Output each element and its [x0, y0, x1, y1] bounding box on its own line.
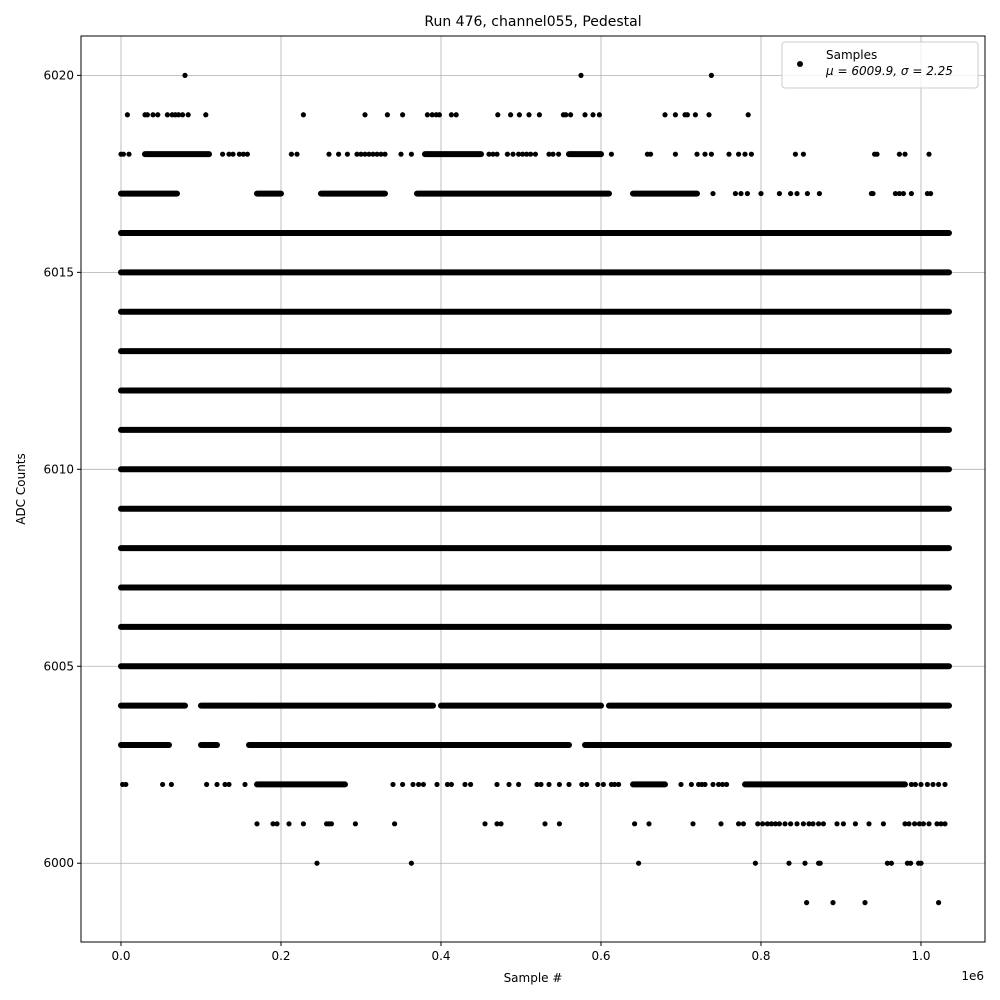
sample-point — [760, 821, 765, 826]
sample-point — [301, 112, 306, 117]
sample-point — [694, 152, 699, 157]
sample-point — [506, 782, 511, 787]
sample-point — [925, 782, 930, 787]
sample-point — [794, 821, 799, 826]
sample-point — [777, 191, 782, 196]
sample-point — [802, 861, 807, 866]
sample-point — [794, 191, 799, 196]
sample-point — [245, 152, 250, 157]
sample-point — [449, 112, 454, 117]
sample-point — [673, 112, 678, 117]
sample-point — [557, 821, 562, 826]
sample-point — [125, 112, 130, 117]
sample-point — [203, 112, 208, 117]
sample-point — [648, 152, 653, 157]
sample-point — [516, 782, 521, 787]
sample-point — [400, 782, 405, 787]
x-tick-label: 1.0 — [911, 949, 931, 963]
sample-point — [563, 112, 568, 117]
sample-point — [385, 112, 390, 117]
sample-point — [788, 191, 793, 196]
sample-point — [437, 112, 442, 117]
sample-point — [741, 821, 746, 826]
sample-point — [392, 821, 397, 826]
sample-point — [830, 900, 835, 905]
sample-point — [942, 821, 947, 826]
sample-point — [462, 782, 467, 787]
sample-point — [582, 112, 587, 117]
sample-point — [816, 821, 821, 826]
sample-point — [301, 821, 306, 826]
sample-point — [400, 112, 405, 117]
sample-point — [689, 782, 694, 787]
sample-point — [526, 112, 531, 117]
sample-point — [921, 821, 926, 826]
sample-point — [646, 821, 651, 826]
sample-point — [528, 152, 533, 157]
sample-point — [533, 152, 538, 157]
sample-point — [801, 152, 806, 157]
sample-point — [758, 191, 763, 196]
x-tick-label: 0.6 — [591, 949, 611, 963]
sample-point — [390, 782, 395, 787]
x-tick-label: 0.0 — [111, 949, 131, 963]
sample-point — [362, 112, 367, 117]
sample-point — [186, 112, 191, 117]
sample-point — [930, 782, 935, 787]
x-tick-label: 0.8 — [751, 949, 771, 963]
sample-point — [409, 861, 414, 866]
sample-point — [801, 821, 806, 826]
sample-point — [709, 152, 714, 157]
sample-point — [726, 152, 731, 157]
sample-point — [578, 73, 583, 78]
sample-point — [718, 821, 723, 826]
sample-point — [566, 782, 571, 787]
sample-point — [928, 191, 933, 196]
sample-point — [926, 821, 931, 826]
sample-point — [678, 782, 683, 787]
sample-point — [902, 152, 907, 157]
sample-point — [220, 152, 225, 157]
sample-point — [505, 152, 510, 157]
sample-point — [936, 782, 941, 787]
sample-point — [616, 782, 621, 787]
sample-point — [345, 152, 350, 157]
legend-marker — [797, 61, 803, 67]
x-axis-label: Sample # — [503, 971, 563, 985]
sample-point — [736, 152, 741, 157]
y-tick-label: 6015 — [43, 265, 74, 280]
y-tick-label: 6020 — [43, 68, 74, 83]
sample-point — [204, 782, 209, 787]
chart-title: Run 476, channel055, Pedestal — [424, 14, 642, 30]
sample-point — [542, 821, 547, 826]
sample-point — [409, 152, 414, 157]
sample-point — [810, 821, 815, 826]
sample-point — [866, 821, 871, 826]
sample-point — [702, 152, 707, 157]
sample-point — [862, 900, 867, 905]
sample-point — [724, 782, 729, 787]
sample-point — [662, 112, 667, 117]
sample-point — [538, 782, 543, 787]
sample-point — [160, 782, 165, 787]
legend-stat: μ = 6009.9, σ = 2.25 — [826, 64, 953, 78]
sample-point — [841, 821, 846, 826]
sample-point — [590, 112, 595, 117]
sample-point — [746, 112, 751, 117]
sample-point — [942, 782, 947, 787]
sample-point — [182, 73, 187, 78]
sample-point — [410, 782, 415, 787]
sample-point — [908, 861, 913, 866]
sample-point — [495, 112, 500, 117]
y-tick-label: 6010 — [43, 462, 74, 477]
sample-point — [918, 782, 923, 787]
sample-point — [804, 900, 809, 905]
sample-point — [546, 782, 551, 787]
sample-point — [398, 152, 403, 157]
sample-point — [336, 152, 341, 157]
sample-point — [706, 112, 711, 117]
sample-point — [918, 861, 923, 866]
sample-point — [329, 821, 334, 826]
sample-point — [537, 112, 542, 117]
sample-point — [786, 861, 791, 866]
sample-point — [557, 782, 562, 787]
sample-point — [416, 782, 421, 787]
sample-point — [425, 112, 430, 117]
sample-point — [733, 191, 738, 196]
sample-point — [150, 112, 155, 117]
sample-point — [745, 191, 750, 196]
sample-point — [165, 112, 170, 117]
sample-point — [145, 112, 150, 117]
sample-point — [702, 782, 707, 787]
sample-point — [755, 821, 760, 826]
sample-point — [382, 152, 387, 157]
sample-point — [926, 152, 931, 157]
sample-point — [782, 821, 787, 826]
sample-point — [498, 821, 503, 826]
sample-point — [584, 782, 589, 787]
sample-point — [906, 821, 911, 826]
sample-point — [889, 861, 894, 866]
sample-point — [742, 152, 747, 157]
sample-point — [818, 861, 823, 866]
sample-point — [449, 782, 454, 787]
sample-point — [636, 861, 641, 866]
sample-point — [434, 782, 439, 787]
sample-point — [753, 861, 758, 866]
sample-point — [897, 152, 902, 157]
sample-point — [254, 821, 259, 826]
sample-point — [508, 112, 513, 117]
sample-point — [289, 152, 294, 157]
sample-point — [510, 152, 515, 157]
sample-point — [881, 821, 886, 826]
sample-point — [736, 821, 741, 826]
sample-point — [123, 782, 128, 787]
sample-point — [230, 152, 235, 157]
sample-point — [690, 821, 695, 826]
sample-point — [853, 821, 858, 826]
sample-point — [286, 821, 291, 826]
sample-point — [609, 152, 614, 157]
sample-point — [936, 900, 941, 905]
sample-point — [214, 782, 219, 787]
sample-point — [454, 112, 459, 117]
sample-point — [556, 152, 561, 157]
sample-point — [595, 782, 600, 787]
sample-point — [494, 782, 499, 787]
sample-point — [685, 112, 690, 117]
sample-point — [738, 191, 743, 196]
x-axis-offset-label: 1e6 — [961, 969, 984, 983]
x-tick-label: 0.2 — [271, 949, 291, 963]
sample-point — [550, 152, 555, 157]
sample-point — [314, 861, 319, 866]
sample-point — [226, 782, 231, 787]
sample-point — [817, 191, 822, 196]
sample-point — [912, 821, 917, 826]
sample-point — [673, 152, 678, 157]
sample-point — [693, 112, 698, 117]
sample-point — [126, 152, 131, 157]
sample-point — [834, 821, 839, 826]
sample-point — [180, 112, 185, 117]
sample-point — [749, 152, 754, 157]
sample-point — [913, 782, 918, 787]
sample-point — [870, 191, 875, 196]
sample-point — [482, 821, 487, 826]
sample-point — [353, 821, 358, 826]
sample-point — [468, 782, 473, 787]
sample-point — [821, 821, 826, 826]
legend — [782, 42, 978, 88]
sample-point — [710, 782, 715, 787]
x-tick-label: 0.4 — [431, 949, 451, 963]
sample-point — [909, 191, 914, 196]
sample-point — [777, 821, 782, 826]
sample-point — [710, 191, 715, 196]
sample-point — [274, 821, 279, 826]
sample-point — [155, 112, 160, 117]
sample-point — [632, 821, 637, 826]
sample-point — [597, 112, 602, 117]
sample-point — [901, 191, 906, 196]
sample-point — [788, 821, 793, 826]
sample-point — [421, 782, 426, 787]
sample-point — [294, 152, 299, 157]
sample-point — [805, 191, 810, 196]
sample-point — [874, 152, 879, 157]
y-tick-label: 6005 — [43, 659, 74, 674]
sample-point — [579, 782, 584, 787]
sample-point — [709, 73, 714, 78]
sample-point — [601, 782, 606, 787]
legend-label: Samples — [826, 48, 878, 62]
sample-point — [494, 152, 499, 157]
sample-point — [517, 112, 522, 117]
sample-point — [169, 782, 174, 787]
y-axis-label: ADC Counts — [14, 453, 28, 525]
sample-point — [793, 152, 798, 157]
sample-point — [121, 152, 126, 157]
sample-point — [568, 112, 573, 117]
sample-point — [326, 152, 331, 157]
sample-point — [242, 782, 247, 787]
y-tick-label: 6000 — [43, 856, 74, 871]
